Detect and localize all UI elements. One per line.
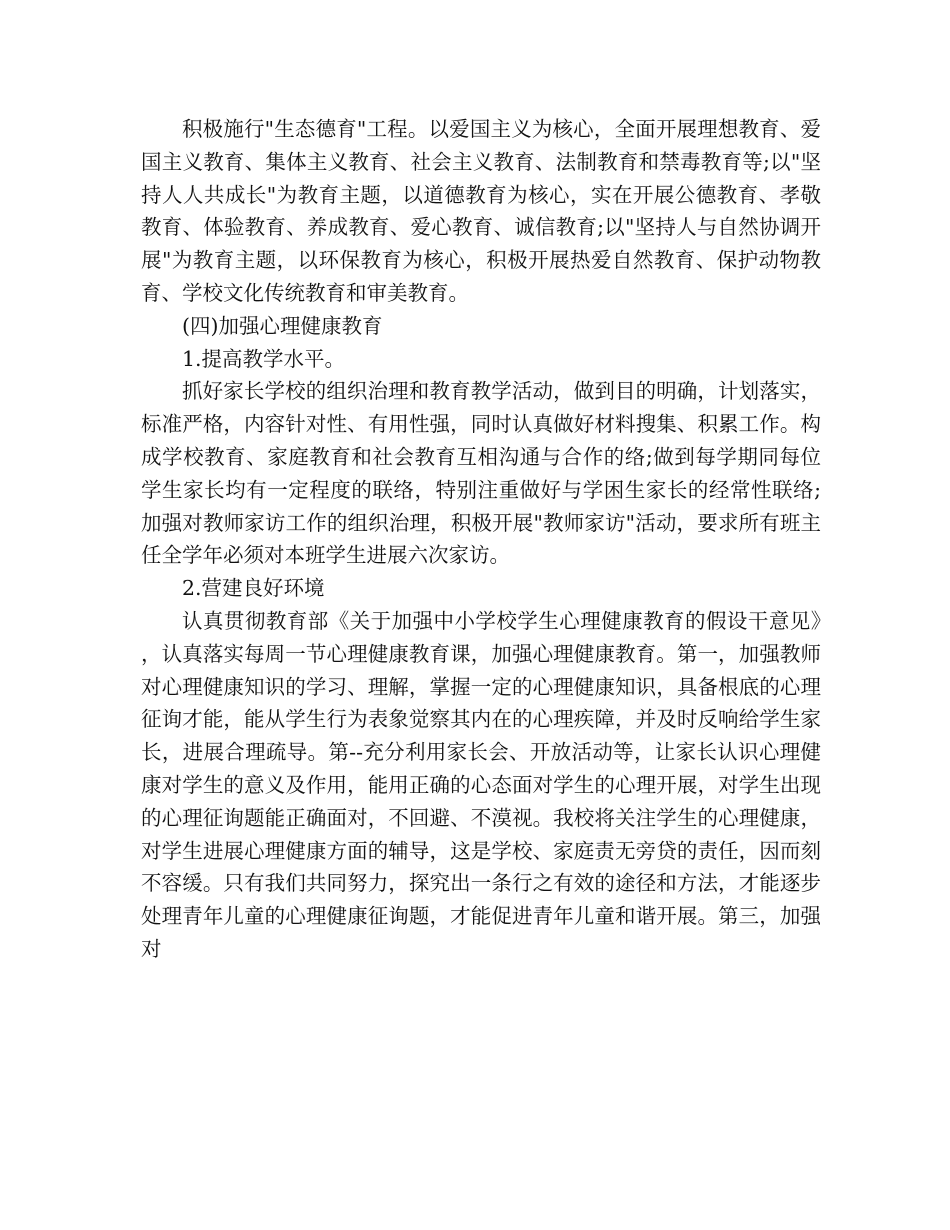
paragraph-parent-school: 抓好家长学校的组织治理和教育教学活动，做到目的明确，计划落实，标准严格，内容针对性、有用性强，同时认真做好材料搜集、积累工作。构成学校教育、家庭教育和社会教育互相沟通与合作的络;做到每学期同每位学生家长均有一定程度的联络，特别注重做好与学困生家长的经常性联络;加强对教师家访工作的组织治理，积极开展"教师家访"活动，要求所有班主任全学年必须对本班学生进展六次家访。 — [141, 379, 821, 568]
subheading-environment: 2.营建良好环境 — [182, 576, 325, 601]
document-body — [141, 113, 821, 966]
paragraph-moral-education: 积极施行"生态德育"工程。以爱国主义为核心，全面开展理想教育、爱国主义教育、集体主义教育、社会主义教育、法制教育和禁毒教育等;以"坚持人人共成长"为教育主题，以道德教育为核心，实在开展公德教育、孝敬教育、体验教育、养成教育、爱心教育、诚信教育;以"坚持人与自然协调开展"为教育主题，以环保教育为核心，积极开展热爱自然教育、保护动物教育、学校文化传统教育和审美教育。 — [141, 117, 821, 305]
subheading-teaching-level: 1.提高教学水平。 — [182, 346, 346, 371]
section-heading-mental-health: (四)加强心理健康教育 — [182, 313, 383, 338]
paragraph-mental-health-guidance: 认真贯彻教育部《关于加强中小学校学生心理健康教育的假设干意见》，认真落实每周一节心理健康教育课，加强心理健康教育。第一，加强教师对心理健康知识的学习、理解，掌握一定的心理健康知识，具备根底的心理征询才能，能从学生行为表象觉察其内在的心理疾障，并及时反响给学生家长，进展合理疏导。第--充分利用家长会、开放活动等，让家长认识心理健康对学生的意义及作用，能用正确的心态面对学生的心理开展，对学生出现的心理征询题能正确面对，不回避、不漠视。我校将关注学生的心理健康，对学生进展心理健康方面的辅导，这是学校、家庭责无旁贷的责任，因而刻不容缓。只有我们共同努力，探究出一条行之有效的途径和方法，才能逐步处理青年儿童的心理健康征询题，才能促进青年儿童和谐开展。第三，加强对 — [141, 608, 821, 961]
